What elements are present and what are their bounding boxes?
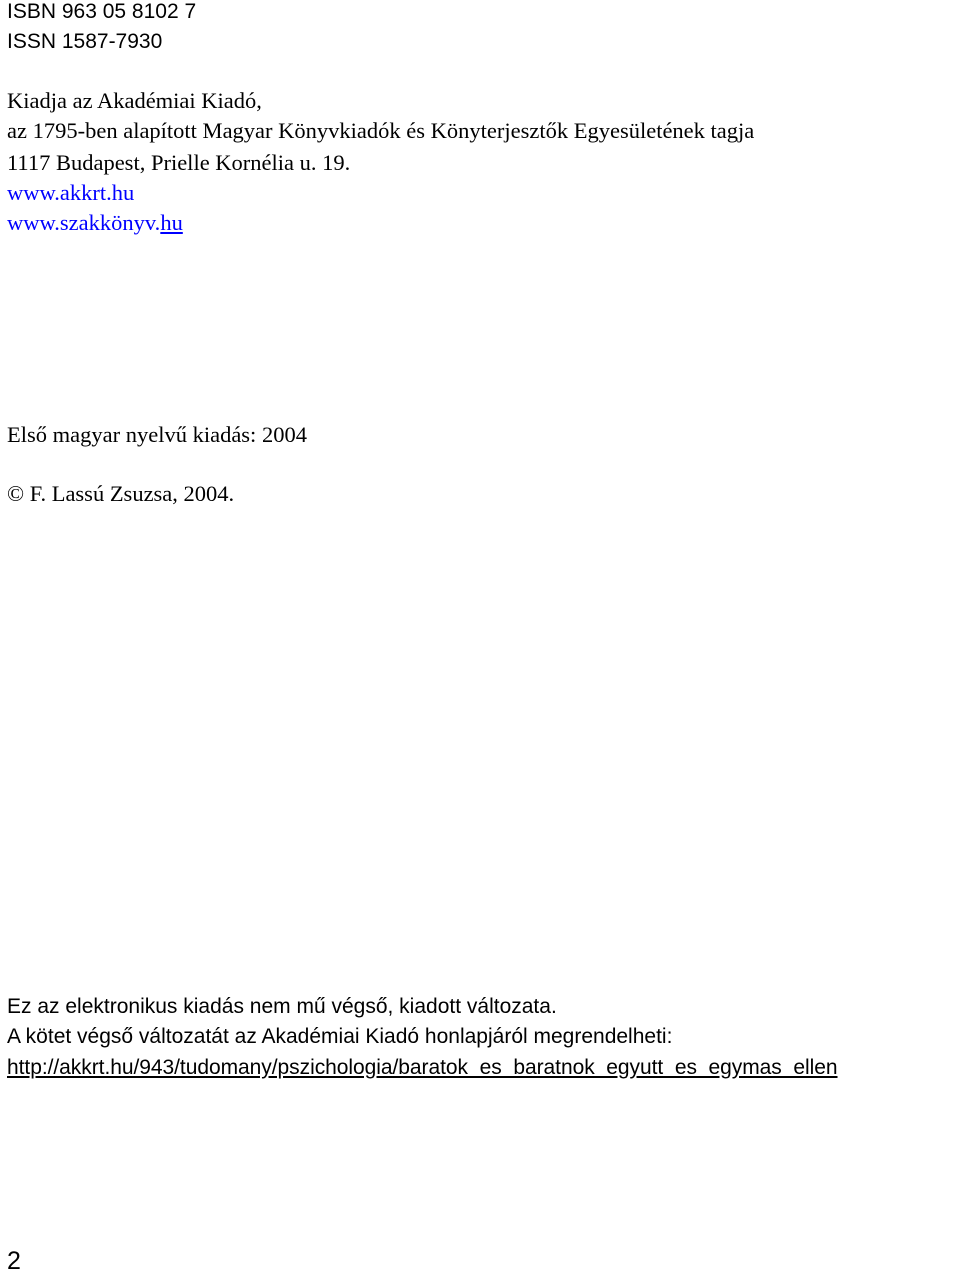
issn-line: ISSN 1587-7930 <box>7 30 163 53</box>
akkrt-link[interactable]: www.akkrt.hu <box>7 180 135 205</box>
link-row-1 <box>7 178 134 208</box>
notice-line-2: A kötet végső változatát az Akadémiai Kiadó honlapjáról megrendelheti: <box>7 1025 673 1048</box>
szakkonyv-link-tld: hu <box>160 210 183 235</box>
publisher-line-2: az 1795-ben alapított Magyar Könyvkiadók és Könyterjesztők Egyesületének tagja <box>7 118 755 143</box>
copyright-icon: © <box>7 481 25 506</box>
copyright-text: F. Lassú Zsuzsa, 2004. <box>24 481 235 506</box>
link-row-2 <box>7 208 183 238</box>
notice-line-1: Ez az elektronikus kiadás nem mű végső, kiadott változata. <box>7 995 557 1018</box>
copyright-line <box>7 479 234 509</box>
isbn-line: ISBN 963 05 8102 7 <box>7 0 197 23</box>
publisher-address: 1117 Budapest, Prielle Kornélia u. 19. <box>7 150 351 175</box>
szakkonyv-link[interactable] <box>7 210 183 235</box>
first-edition-line: Első magyar nyelvű kiadás: 2004 <box>7 422 307 447</box>
publisher-line-1: Kiadja az Akadémiai Kiadó, <box>7 88 262 113</box>
szakkonyv-link-text: www.szakkönyv. <box>7 210 161 235</box>
order-url-link[interactable]: http://akkrt.hu/943/tudomany/pszichologia/baratok_es_baratnok_egyutt_es_egymas_ellen <box>7 1056 838 1079</box>
page-number: 2 <box>7 1247 21 1275</box>
notice-url-row <box>7 1054 838 1082</box>
